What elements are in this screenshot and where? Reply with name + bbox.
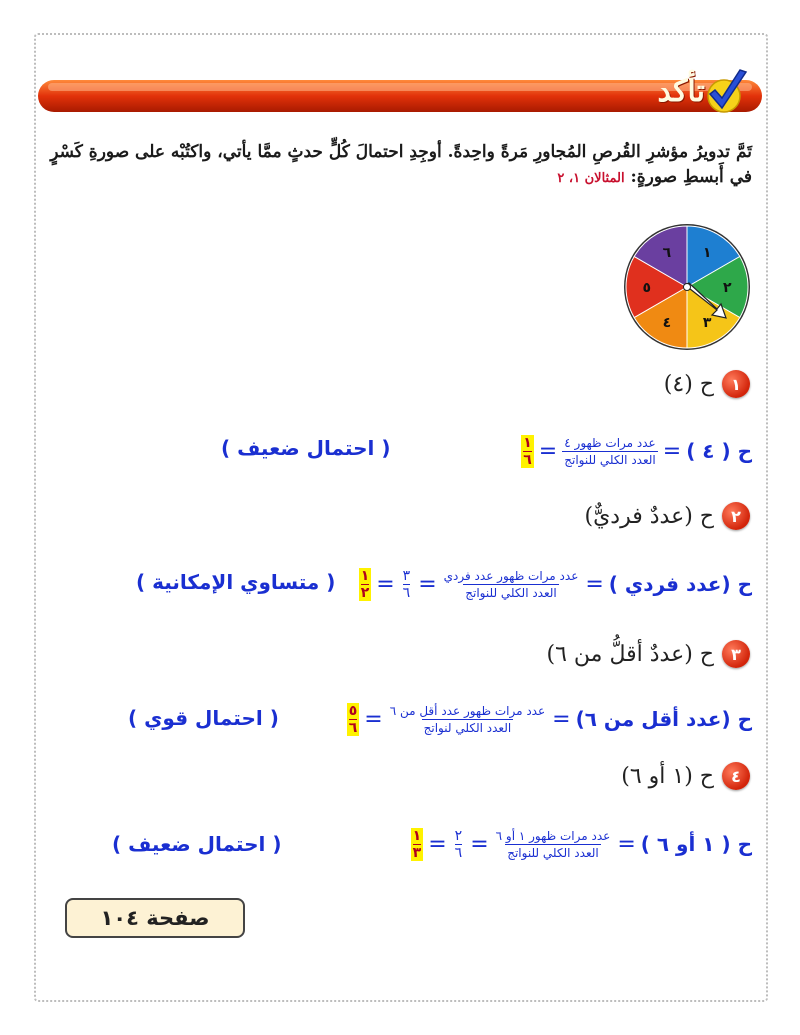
answer-numerator: ١ bbox=[360, 567, 370, 584]
spinner-sector-label: ٤ bbox=[662, 314, 672, 331]
fraction-denominator: العدد الكلي للنواتج bbox=[507, 845, 599, 860]
solution-lhs: ح (عدد أقل من ٦) bbox=[575, 707, 752, 731]
answer-numerator: ١ bbox=[523, 434, 532, 451]
question-text: ح (عددٌ فرديٌّ) bbox=[584, 503, 714, 529]
solution-1 bbox=[517, 424, 752, 478]
equals-sign: = bbox=[538, 438, 558, 464]
fraction-denominator: العدد الكلي للنواتج bbox=[465, 585, 557, 600]
solution-lhs: ح ( ٤ ) bbox=[686, 439, 752, 463]
question-number: ٢ bbox=[722, 502, 750, 530]
answer-denominator: ٢ bbox=[360, 584, 370, 601]
intermediate-fraction bbox=[403, 568, 411, 601]
question-text: ح (١ أو ٦) bbox=[621, 763, 714, 789]
question-text: ح (عددٌ أقلُّ من ٦) bbox=[546, 641, 714, 667]
answer-fraction bbox=[359, 568, 372, 601]
likelihood-note-4: ( احتمال ضعيف ) bbox=[112, 832, 282, 856]
fraction-numerator: عدد مرات ظهور عدد فردي bbox=[443, 568, 579, 583]
fraction-denominator: العدد الكلي للنواتج bbox=[564, 452, 656, 467]
example-reference: المثالان ١، ٢ bbox=[557, 171, 625, 186]
equals-sign: = bbox=[376, 571, 395, 597]
equals-sign: = bbox=[428, 831, 447, 857]
probability-fraction bbox=[562, 436, 658, 467]
question-2 bbox=[585, 498, 751, 534]
solution-2 bbox=[355, 557, 752, 611]
fraction-numerator: عدد مرات ظهور ٤ bbox=[564, 435, 656, 450]
spinner-diagram bbox=[622, 222, 752, 352]
probability-fraction bbox=[442, 569, 581, 600]
equals-sign: = bbox=[617, 831, 636, 857]
solution-lhs: ح (عدد فردي ) bbox=[608, 572, 752, 596]
likelihood-note-3: ( احتمال قوي ) bbox=[128, 706, 279, 730]
header-banner bbox=[38, 78, 762, 114]
instructions bbox=[40, 140, 752, 191]
instructions-text: تَمَّ تدويرُ مؤشرِ القُرصِ المُجاورِ مَرةً واحِدةً. أوجِدِ احتمالَ كُلٍّ حدثٍ ممَّا يأتي، واكتُبْه على صورةِ كَسْرٍ في أَبسطِ صورةٍ: bbox=[50, 142, 752, 187]
solution-lhs: ح ( ١ أو ٦ ) bbox=[640, 832, 752, 856]
question-1 bbox=[664, 366, 750, 402]
likelihood-note-2: ( متساوي الإمكانية ) bbox=[136, 570, 336, 594]
intermediate-denominator: ٦ bbox=[454, 844, 463, 861]
spinner-sector-label: ٦ bbox=[662, 245, 672, 262]
answer-denominator: ٣ bbox=[412, 844, 422, 861]
intermediate-numerator: ٢ bbox=[454, 827, 463, 844]
question-3 bbox=[547, 636, 750, 672]
spinner-sector-label: ٣ bbox=[702, 314, 712, 331]
question-number: ١ bbox=[722, 370, 750, 398]
answer-numerator: ٥ bbox=[348, 702, 358, 719]
equals-sign: = bbox=[585, 571, 604, 597]
solution-3 bbox=[343, 692, 752, 746]
answer-numerator: ١ bbox=[412, 827, 422, 844]
equals-sign: = bbox=[418, 571, 437, 597]
intermediate-denominator: ٦ bbox=[402, 584, 411, 601]
intermediate-fraction bbox=[455, 828, 463, 861]
answer-denominator: ٦ bbox=[348, 719, 358, 736]
fraction-denominator: العدد الكلي لنواتج bbox=[423, 720, 512, 735]
spinner-hub bbox=[684, 284, 691, 291]
answer-fraction bbox=[411, 828, 424, 861]
solution-4 bbox=[407, 817, 752, 871]
spinner-sector-label: ١ bbox=[702, 245, 712, 262]
checkmark-icon bbox=[702, 66, 750, 116]
question-number: ٣ bbox=[722, 640, 750, 668]
likelihood-note-1: ( احتمال ضعيف ) bbox=[221, 436, 391, 460]
equals-sign: = bbox=[662, 438, 682, 464]
fraction-numerator: عدد مرات ظهور ١ أو ٦ bbox=[495, 828, 611, 843]
equals-sign: = bbox=[364, 706, 383, 732]
spinner-sector-label: ٢ bbox=[722, 280, 732, 296]
spinner-sector-label: ٥ bbox=[642, 280, 652, 296]
question-number: ٤ bbox=[722, 762, 750, 790]
answer-fraction bbox=[521, 435, 534, 468]
answer-fraction bbox=[347, 703, 360, 736]
section-title: تأكد bbox=[657, 74, 705, 109]
equals-sign: = bbox=[552, 706, 571, 732]
fraction-numerator: عدد مرات ظهور عدد أقل من ٦ bbox=[389, 703, 546, 718]
equals-sign: = bbox=[470, 831, 489, 857]
question-text: ح (٤) bbox=[663, 371, 714, 397]
answer-denominator: ٦ bbox=[523, 451, 532, 468]
intermediate-numerator: ٣ bbox=[402, 567, 411, 584]
probability-fraction bbox=[388, 704, 547, 735]
page-number-label: صفحة ١٠٤ bbox=[65, 898, 245, 938]
probability-fraction bbox=[494, 829, 613, 860]
question-4 bbox=[621, 758, 750, 794]
